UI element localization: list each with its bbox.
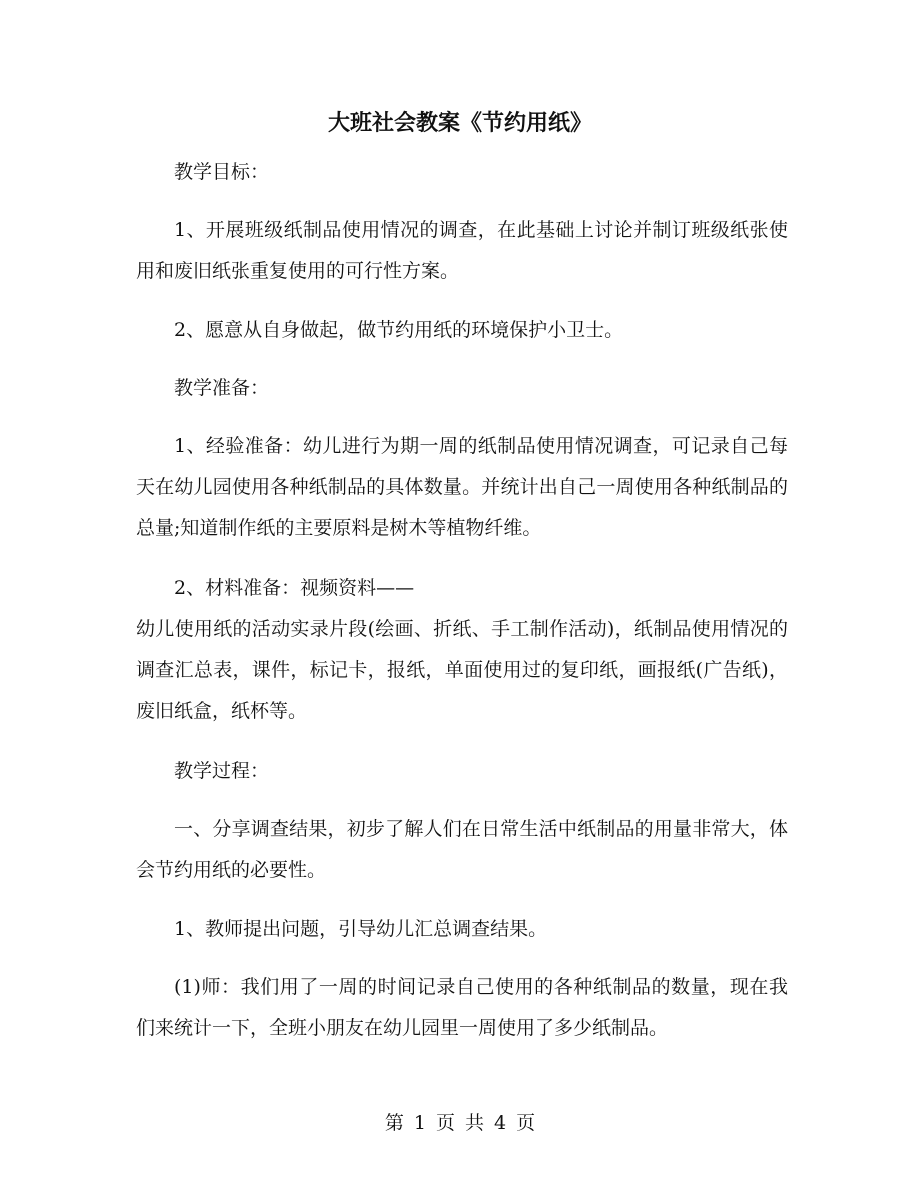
footer-label-ye-end: 页	[516, 1112, 536, 1134]
paragraph-objectives-heading: 教学目标：	[174, 161, 270, 183]
paragraph-experience-prep: 1、经验准备：幼儿进行为期一周的纸制品使用情况调查，可记录自己每天在幼儿园使用各种纸制品的具体数量。并统计出自己一周使用各种纸制品的总量;知道制作纸的主要原料是树木等植物纤维。	[136, 435, 788, 539]
document-title: 大班社会教案《节约用纸》	[327, 110, 592, 136]
paragraph-objective-1: 1、开展班级纸制品使用情况的调查，在此基础上讨论并制订班级纸张使用和废旧纸张重复使用的可行性方案。	[136, 219, 788, 282]
footer-label-di: 第	[384, 1112, 404, 1134]
paragraph-material-list: 幼儿使用纸的活动实录片段(绘画、折纸、手工制作活动)，纸制品使用情况的调查汇总表，课件，标记卡，报纸，单面使用过的复印纸，画报纸(广告纸)，废旧纸盒，纸杯等。	[136, 618, 788, 722]
paragraph-step-1-1: (1)师：我们用了一周的时间记录自己使用的各种纸制品的数量，现在我们来统计一下，全班小朋友在幼儿园里一周使用了多少纸制品。	[136, 976, 788, 1039]
paragraph-objective-2: 2、愿意从自身做起，做节约用纸的环境保护小卫士。	[174, 319, 624, 341]
paragraph-step-1: 1、教师提出问题，引导幼儿汇总调查结果。	[174, 918, 548, 940]
footer-label-ye: 页	[435, 1112, 455, 1134]
footer-page-number: 1	[413, 1112, 426, 1134]
footer-label-gong: 共	[465, 1112, 485, 1134]
paragraph-process-heading: 教学过程：	[174, 760, 270, 782]
paragraph-step-one: 一、分享调查结果，初步了解人们在日常生活中纸制品的用量非常大，体会节约用纸的必要性。	[136, 818, 788, 881]
footer-total-pages: 4	[494, 1112, 507, 1134]
page-footer	[0, 1108, 920, 1138]
paragraph-material-prep: 2、材料准备：视频资料——	[174, 577, 415, 599]
paragraph-preparation-heading: 教学准备：	[174, 377, 270, 399]
